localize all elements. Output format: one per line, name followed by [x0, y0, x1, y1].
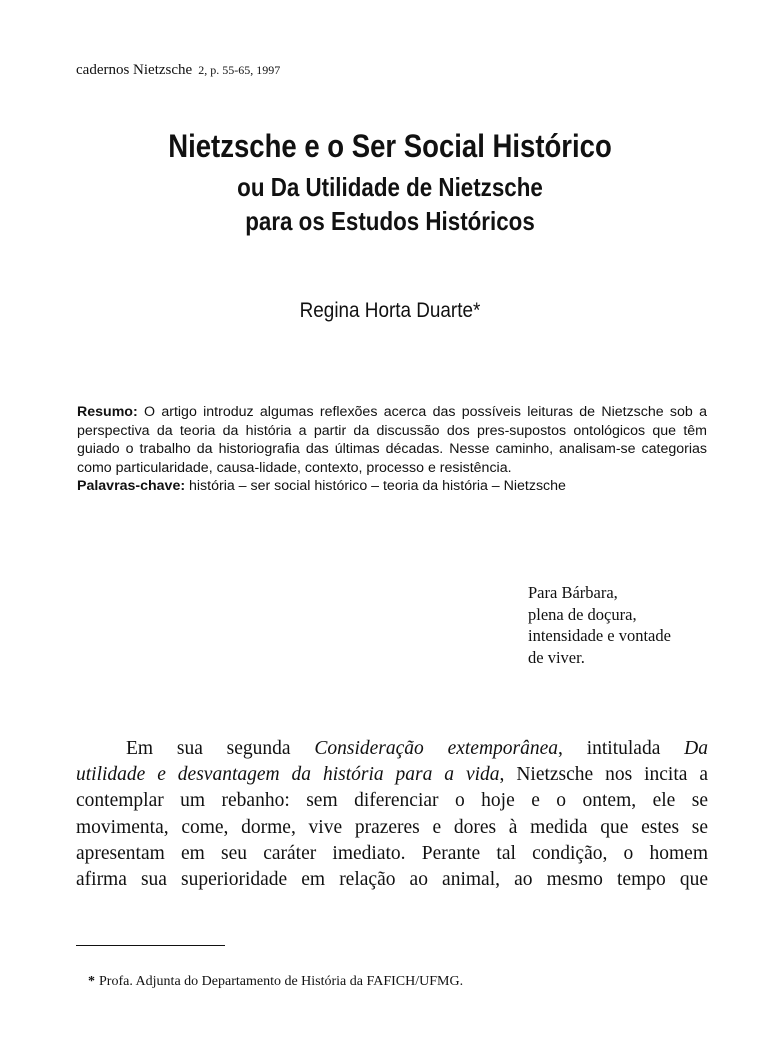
keywords-text: história – ser social histórico – teoria da história – Nietzsche [185, 478, 566, 494]
body-italic-span: utilidade e desvantagem da história para a vida [76, 764, 500, 786]
body-line: contemplar um rebanho: sem diferenciar o hoje e o ontem, ele se [76, 790, 708, 812]
body-text-span: Em sua segunda [126, 738, 315, 759]
abstract-block [77, 403, 707, 496]
footnote [88, 973, 463, 991]
body-line [76, 736, 708, 762]
author-name: Regina Horta Duarte* [299, 299, 481, 322]
body-line: afirma sua superioridade em relação ao animal, ao mesmo tempo que [76, 869, 708, 891]
body-line: movimenta, come, dorme, vive prazeres e dores à medida que estes se [76, 816, 708, 838]
body-italic-span: Consideração extemporânea [314, 738, 559, 759]
body-text-span: , Nietzsche nos incita a [499, 764, 708, 786]
footnote-divider [76, 945, 225, 946]
footnote-text: Profa. Adjunta do Departamento de História da FAFICH/UFMG. [99, 974, 464, 989]
article-title: Nietzsche e o Ser Social Histórico [168, 128, 612, 164]
journal-citation: 2, p. 55-65, 1997 [198, 63, 281, 77]
dedication-line: Para Bárbara, [528, 583, 618, 602]
keywords-label: Palavras-chave: [77, 478, 186, 494]
article-subtitle-line-2: para os Estudos Históricos [245, 206, 535, 236]
footnote-marker: * [88, 974, 95, 989]
keywords-paragraph [77, 477, 707, 496]
running-head [76, 61, 280, 79]
dedication-line: intensidade e vontade [528, 626, 671, 645]
body-line: apresentam em seu caráter imediato. Perante tal condição, o homem [76, 842, 708, 864]
body-line [76, 762, 708, 788]
abstract-paragraph [77, 403, 707, 477]
body-paragraph [76, 736, 708, 893]
abstract-label: Resumo: [77, 404, 138, 420]
abstract-text: O artigo introduz algumas reflexões acerca das possíveis leituras de Nietzsche sob a perspectiva da teoria da história a partir da discussão dos pres-supostos ontológicos que têm guiado o trabalho da historiografia das últimas décadas. Nesse caminho, analisam-se categorias como particularidade, causa-lidade, contexto, processo e resistência. [77, 404, 707, 476]
article-subtitle-line-1: ou Da Utilidade de Nietzsche [237, 172, 543, 202]
dedication-line: plena de doçura, [528, 604, 637, 624]
body-italic-span: Da [684, 738, 708, 759]
journal-name: cadernos Nietzsche [76, 62, 193, 78]
dedication [528, 582, 671, 668]
dedication-line: de viver. [528, 647, 585, 667]
body-text-span: , intitulada [558, 738, 685, 759]
